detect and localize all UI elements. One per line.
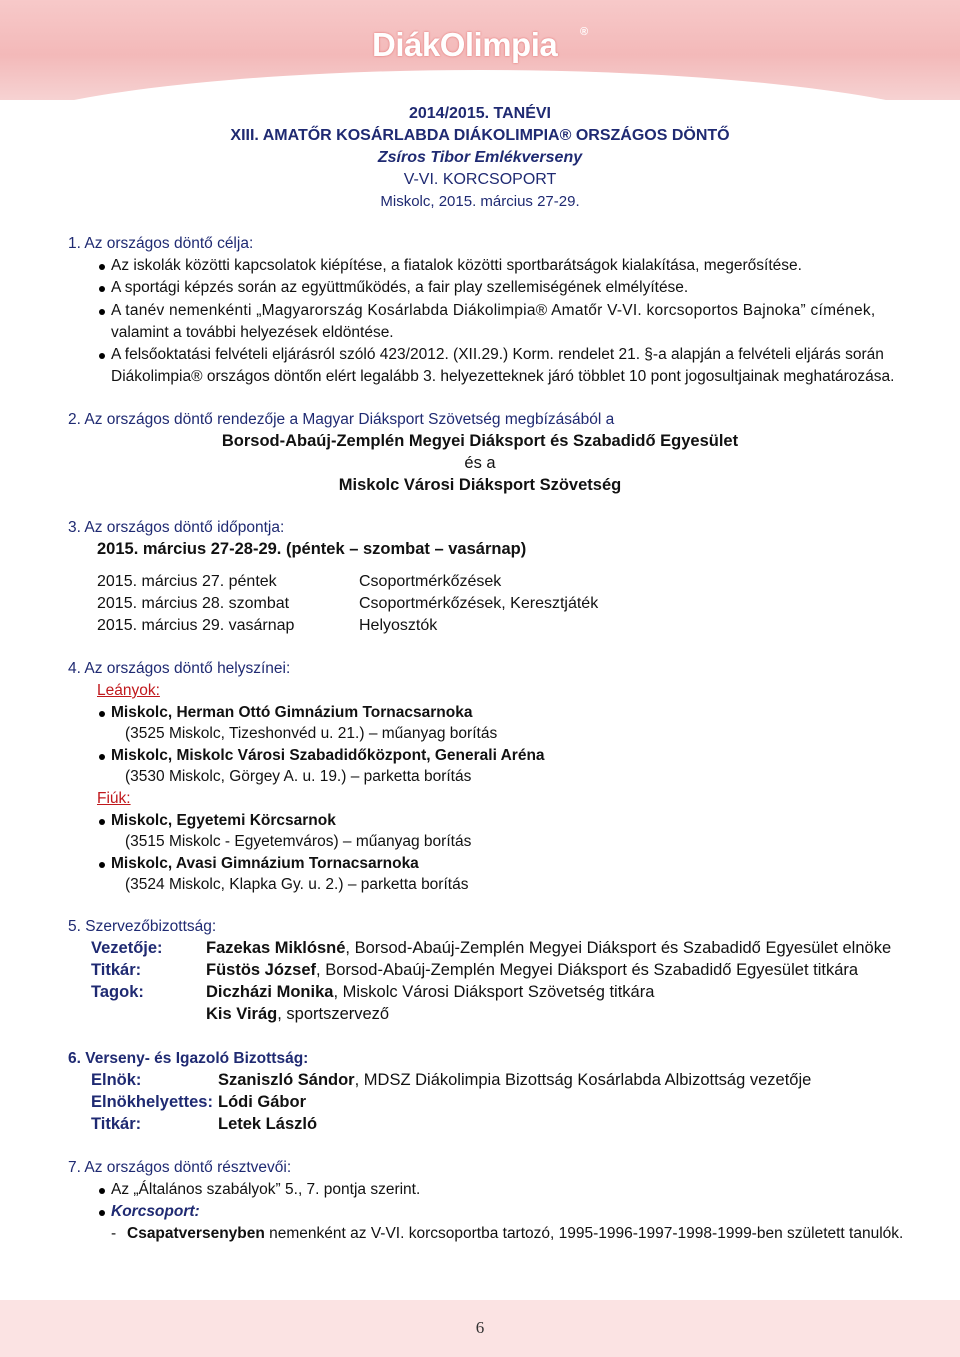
s2-organizer-1: Borsod-Abaúj-Zemplén Megyei Diáksport és Szabadidő Egyesület [221,432,739,450]
s5-member-2 [206,1004,389,1025]
s5-secretary-name: Füstös József [206,961,317,979]
s5-member-1 [206,982,654,1003]
bullet-icon [99,264,105,270]
s2-and: és a [464,454,496,472]
s4-boys-venue-2-detail: (3524 Miskolc, Klapka Gy. u. 2.) – parketta borítás [125,876,469,893]
s5-leader [206,938,891,959]
s6-chair [218,1070,811,1091]
s5-heading: 5. Szervezőbizottság: [68,918,217,935]
s4-boys-venue-1: Miskolc, Egyetemi Körcsarnok [111,812,336,829]
s1-heading: 1. Az országos döntő célja: [68,235,254,252]
bullet-icon [99,353,105,359]
header-wave [0,70,960,100]
s6-chair-role: , MDSZ Diákolimpia Bizottság Kosárlabda Albizottság vezetője [354,1071,812,1089]
s7-heading: 7. Az országos döntő résztvevői: [68,1159,292,1176]
s1-goal-3a: A tanév nemenkénti „Magyarország Kosárlabda Diákolimpia® Amatőr V-VI. korcsoportos Bajnoka” címének, [111,302,876,319]
s7-eligibility-text: nemenként az V-VI. korcsoportba tartozó, 1995-1996-1997-1998-1999-ben született tanulók. [264,1225,904,1242]
s7-eligibility-label: Csapatversenyben [127,1225,265,1242]
s7-dash: - [111,1225,117,1242]
s4-girls-venue-2-detail: (3530 Miskolc, Görgey A. u. 19.) – parketta borítás [125,768,472,785]
s5-secretary-role: , Borsod-Abaúj-Zemplén Megyei Diáksport és Szabadidő Egyesület titkára [316,961,859,979]
s3-event-2: Csoportmérkőzések, Keresztjáték [359,595,599,612]
bullet-icon [99,286,105,292]
s6-secretary-name: Letek László [218,1115,318,1133]
bullet-icon [99,819,105,825]
s4-girls-label: Leányok: [97,682,160,699]
s4-heading: 4. Az országos döntő helyszínei: [68,660,291,677]
bullet-icon [99,711,105,717]
s5-leader-role: , Borsod-Abaúj-Zemplén Megyei Diáksport és Szabadidő Egyesület elnöke [345,939,892,957]
bullet-icon [99,862,105,868]
s4-boys-label: Fiúk: [97,790,131,807]
s5-member-1-name: Diczházi Monika [206,983,334,1001]
s2-heading-label: 2. Az országos döntő rendezője [68,411,286,428]
s3-day-2: 2015. március 28. szombat [97,595,290,612]
bullet-icon [99,754,105,760]
s5-secretary-label: Titkár: [91,961,142,979]
s5-member-2-role: , sportszervező [277,1005,390,1023]
s4-girls-venue-2: Miskolc, Miskolc Városi Szabadidőközpont, Generali Aréna [111,747,545,764]
s6-secretary-label: Titkár: [91,1115,142,1133]
s7-age-group-label: Korcsoport: [111,1203,200,1220]
s4-girls-venue-1-detail: (3525 Miskolc, Tizeshonvéd u. 21.) – műanyag borítás [125,725,498,742]
page-number: 6 [475,1318,485,1337]
s6-chair-label: Elnök: [91,1071,142,1089]
s2-organizer-2: Miskolc Városi Diáksport Szövetség [338,476,622,494]
s3-day-3: 2015. március 29. vasárnap [97,617,295,634]
s4-boys-venue-2: Miskolc, Avasi Gimnázium Tornacsarnoka [111,855,419,872]
s5-leader-label: Vezetője: [91,939,163,957]
s6-vice-chair-label: Elnökhelyettes: [91,1093,213,1111]
s1-goal-4b: Diákolimpia® országos döntőn elért legalább 3. helyezetteknek járó többlet 10 pont jogosultjainak meghatározása. [111,368,895,385]
s4-girls-venue-1: Miskolc, Herman Ottó Gimnázium Tornacsarnoka [111,704,473,721]
s3-event-1: Csoportmérkőzések [359,573,502,590]
s4-boys-venue-1-detail: (3515 Miskolc - Egyetemváros) – műanyag borítás [125,833,472,850]
registered-mark: ® [580,26,589,38]
s3-day-1: 2015. március 27. péntek [97,573,277,590]
bullet-icon [99,1188,105,1194]
s5-secretary [206,960,858,981]
s2-heading-rest: a Magyar Diáksport Szövetség megbízásából a [285,411,615,428]
header-banner [0,0,960,100]
s2-heading [68,409,614,430]
title-category: V-VI. KORCSOPORT [403,171,557,188]
s6-chair-name: Szaniszló Sándor [218,1071,355,1089]
s3-event-3: Helyosztók [359,617,438,634]
s7-eligibility [127,1223,903,1244]
title-event: XIII. AMATŐR KOSÁRLABDA DIÁKOLIMPIA® ORSZÁGOS DÖNTŐ [230,127,730,144]
bullet-icon [99,309,105,315]
s6-heading: 6. Verseny- és Igazoló Bizottság: [68,1050,309,1067]
s3-dates: 2015. március 27-28-29. (péntek – szombat – vasárnap) [97,540,527,558]
s1-goal-3b: valamint a további helyezések eldöntése. [111,324,394,341]
diakolimpia-logo: DiákOlimpia [372,26,558,63]
s6-vice-chair-name: Lódi Gábor [218,1093,306,1111]
s3-heading: 3. Az országos döntő időpontja: [68,519,285,536]
title-memorial: Zsíros Tibor Emlékverseny [377,149,583,166]
s7-rule-reference: Az „Általános szabályok” 5., 7. pontja szerint. [111,1181,421,1198]
title-year: 2014/2015. TANÉVI [408,105,551,122]
s1-goal-4a: A felsőoktatási felvételi eljárásról szóló 423/2012. (XII.29.) Korm. rendelet 21. §-a alapján a felvételi eljárás során [111,346,884,363]
s5-members-label: Tagok: [91,983,144,1001]
s5-member-2-name: Kis Virág [206,1005,278,1023]
s5-member-1-role: , Miskolc Városi Diáksport Szövetség titkára [333,983,655,1001]
title-location: Miskolc, 2015. március 27-29. [380,193,580,210]
s5-leader-name: Fazekas Miklósné [206,939,346,957]
bullet-icon [99,1210,105,1216]
s1-goal-2: A sportági képzés során az együttműködés, a fair play szellemiségének elmélyítése. [111,279,689,296]
s1-goal-1: Az iskolák közötti kapcsolatok kiépítése, a fiatalok közötti sportbarátságok kialakítása, megerősítése. [111,257,802,274]
